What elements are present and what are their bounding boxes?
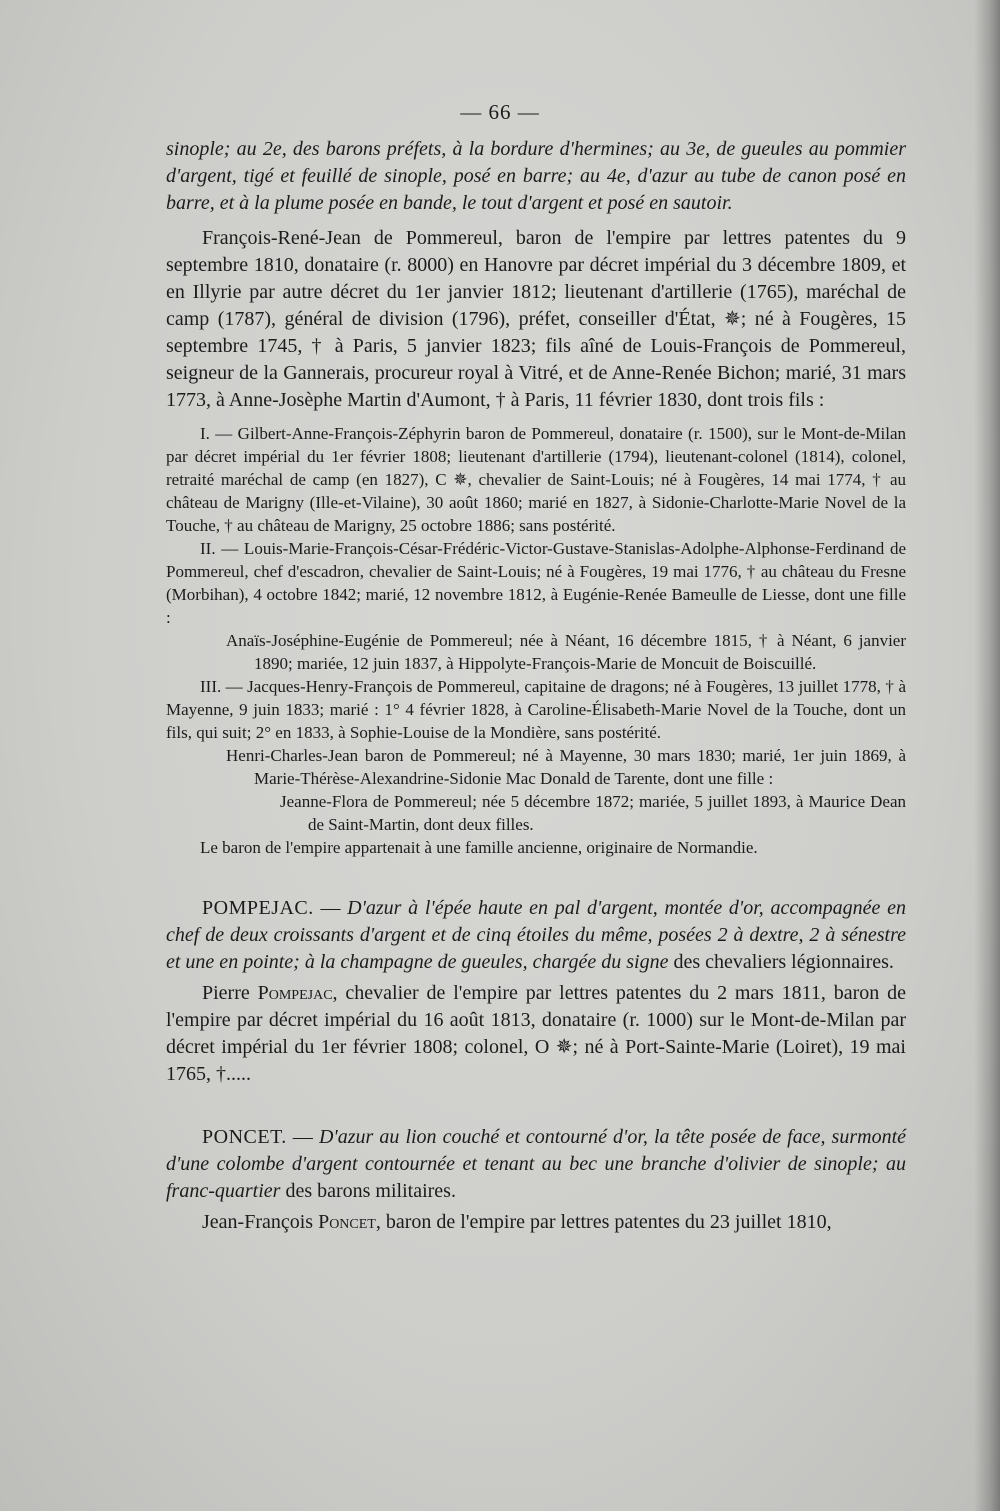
paragraph-granddaughter-jeanne: Jeanne-Flora de Pommereul; née 5 décembre 1872; mariée, 5 juillet 1893, à Maurice Dean de Saint-Martin, dont deux filles. [280, 792, 906, 834]
entry-pompejac-arms: POMPEJAC. — D'azur à l'épée haute en pal d'argent, montée d'or, accompagnée en chef de deux croissants d'argent et de cinq étoiles du même, posées 2 à dextre, 2 à sénestre et une en pointe; à la champagne de gueules, chargée du signe des chevaliers légionnaires. [166, 897, 906, 973]
entry-heading-poncet: PONCET. [202, 1126, 287, 1148]
pompejac-blazon: D'azur à l'épée haute en pal d'argent, montée d'or, accompagnée en chef de deux croissants d'argent et de cinq étoiles du même, posées 2 à dextre, 2 à sénestre et une en pointe; à la champagne de gueules, chargée du signe [166, 897, 906, 973]
arms-text: sinople; au 2e, des barons préfets, à la bordure d'hermines; au 3e, de gueules au pommier d'argent, tigé et feuillé de sinople, posé en barre; au 4e, d'azur au tube de canon posé en barre, et à la plume posée en bande, le tout d'argent et posé en sautoir. [166, 138, 906, 214]
paragraph-son-3: III. — Jacques-Henry-François de Pommereul, capitaine de dragons; né à Fougères, 13 juillet 1778, † à Mayenne, 9 juin 1833; marié : 1° 4 février 1828, à Caroline-Élisabeth-Marie Novel de la Touche, dont un fils, qui suit; 2° en 1833, à Sophie-Louise de la Mondière, sans postérité. [166, 677, 906, 742]
page-edge-shadow [974, 0, 1000, 1511]
entry-pompejac-bio: Pierre Pompejac, chevalier de l'empire par lettres patentes du 2 mars 1811, baron de l'empire par décret impérial du 16 août 1813, donataire (r. 1000) sur le Mont-de-Milan par décret impérial du 1er février 1808; colonel, O ✵; né à Port-Sainte-Marie (Loiret), 19 mai 1765, †..... [166, 982, 906, 1085]
paragraph-daughter-anais: Anaïs-Joséphine-Eugénie de Pommereul; née à Néant, 16 décembre 1815, † à Néant, 6 janvier 1890; mariée, 12 juin 1837, à Hippolyte-François-Marie de Moncuit de Boiscuillé. [226, 631, 906, 673]
paragraph-francois-rene-jean: François-René-Jean de Pommereul, baron de l'empire par lettres patentes du 9 septembre 1810, donataire (r. 8000) en Hanovre par décret impérial du 3 décembre 1809, et en Illyrie par autre décret du 1er janvier 1812; lieutenant d'artillerie (1765), maréchal de camp (1787), général de division (1796), préfet, conseiller d'État, ✵; né à Fougères, 15 septembre 1745, † à Paris, 5 janvier 1823; fils aîné de Louis-François de Pommereul, seigneur de la Gannerais, procureur royal à Vitré, et de Anne-Renée Bichon; marié, 31 mars 1773, à Anne-Josèphe Martin d'Aumont, † à Paris, 11 février 1830, dont trois fils : [166, 227, 906, 411]
name-poncet: Poncet [318, 1211, 376, 1233]
paragraph-grandson-henri: Henri-Charles-Jean baron de Pommereul; né à Mayenne, 30 mars 1830; marié, 1er juin 1869, à Marie-Thérèse-Alexandrine-Sidonie Mac Donald de Tarente, dont une fille : [226, 746, 906, 788]
paragraph-son-1: I. — Gilbert-Anne-François-Zéphyrin baron de Pommereul, donataire (r. 1500), sur le Mont-de-Milan par décret impérial du 1er février 1808; lieutenant d'artillerie (1794), lieutenant-colonel (1814), colonel, retraité maréchal de camp (en 1827), C ✵, chevalier de Saint-Louis; né à Fougères, 14 mai 1774, † au château de Marigny (Ille-et-Vilaine), 30 août 1860; marié en 1827, à Sidonie-Charlotte-Marie Novel de la Touche, † au château de Marigny, 25 octobre 1886; sans postérité. [166, 424, 906, 535]
paragraph-son-2: II. — Louis-Marie-François-César-Frédéric-Victor-Gustave-Stanislas-Adolphe-Alphonse-Ferdinand de Pommereul, chef d'escadron, chevalier de Saint-Louis; né à Fougères, 19 mai 1776, † au château du Fresne (Morbihan), 4 octobre 1842; marié, 12 novembre 1812, à Eugénie-Renée Bameulle de Liesse, dont une fille : [166, 539, 906, 627]
page-number: — 66 — [460, 100, 540, 124]
paragraph-family-origin: Le baron de l'empire appartenait à une famille ancienne, originaire de Normandie. [200, 838, 758, 857]
paragraph-arms-continued [166, 136, 906, 217]
entry-heading-pompejac: POMPEJAC. [202, 897, 314, 919]
name-pompejac: Pompejac [257, 982, 333, 1004]
entry-poncet-bio: Jean-François Poncet, baron de l'empire par lettres patentes du 23 juillet 1810, [202, 1211, 832, 1233]
poncet-blazon: D'azur au lion couché et contourné d'or, la tête posée de face, surmonté d'une colombe d'argent contournée et tenant au bec une branche d'olivier de sinople; au franc-quartier [166, 1126, 906, 1202]
entry-poncet-arms: PONCET. — D'azur au lion couché et contourné d'or, la tête posée de face, surmonté d'une colombe d'argent contournée et tenant au bec une branche d'olivier de sinople; au franc-quartier des barons militaires. [166, 1126, 906, 1202]
page-content [166, 136, 906, 1236]
